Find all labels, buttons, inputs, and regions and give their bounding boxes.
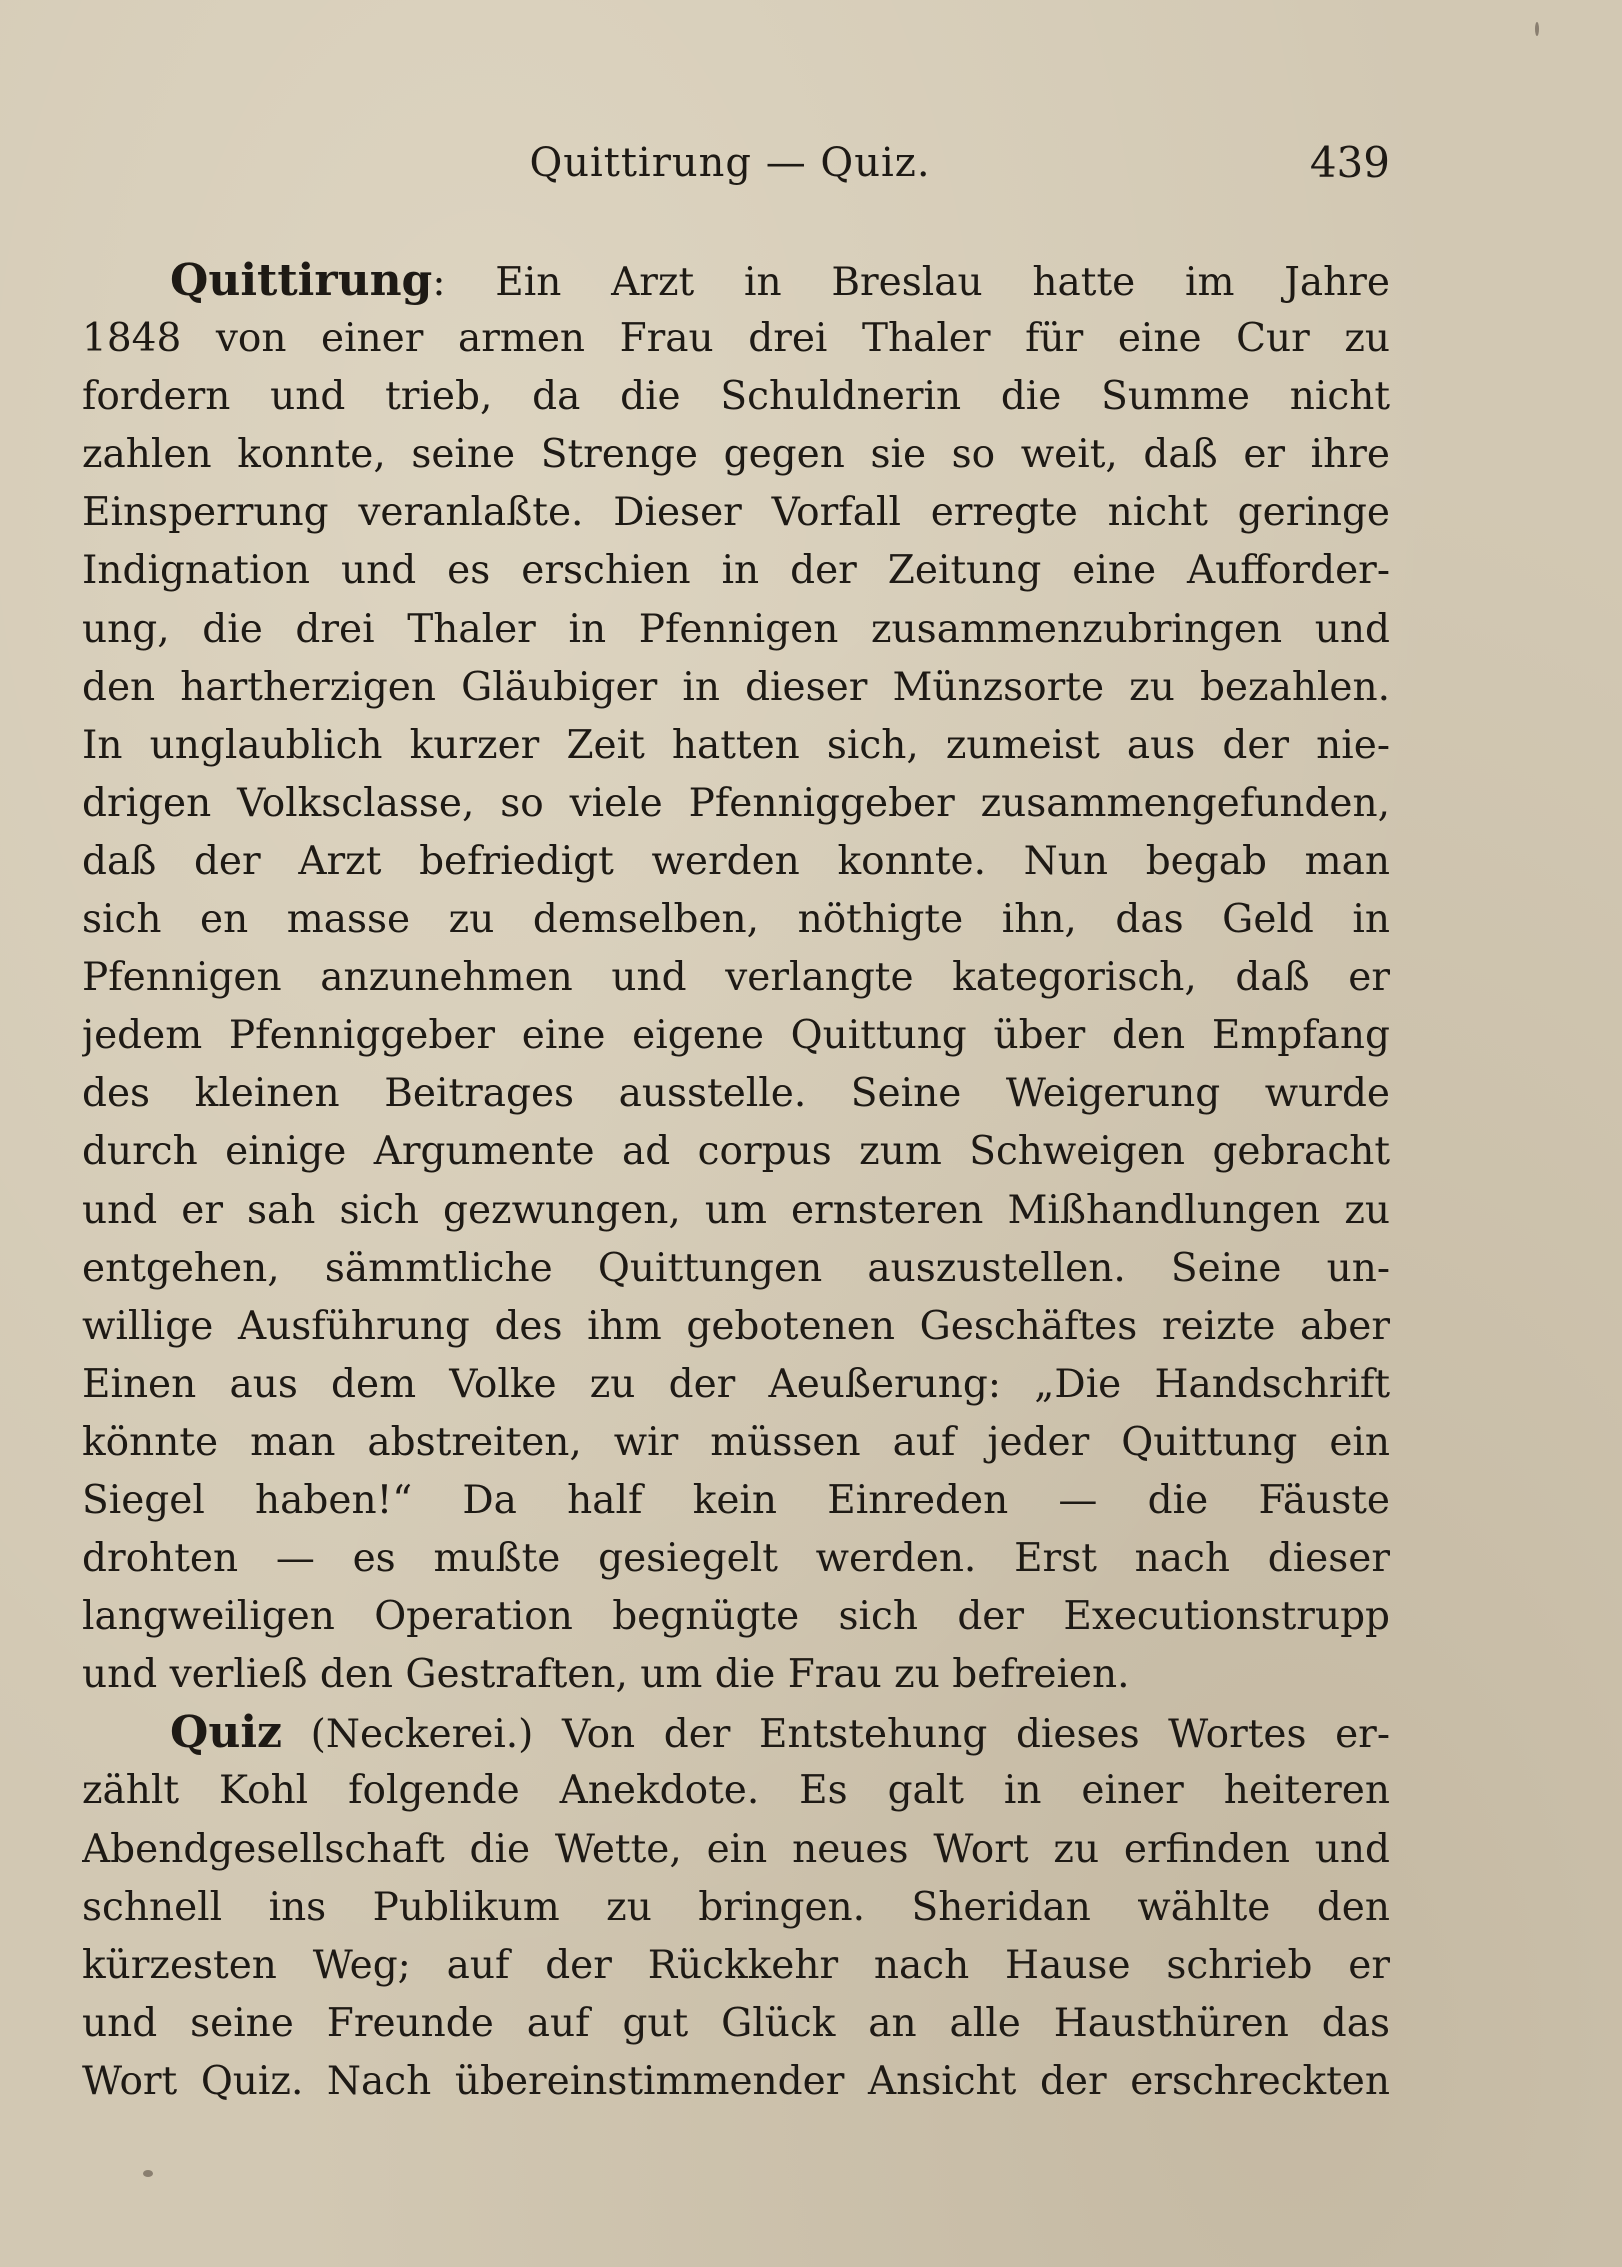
text-line: drohten — es mußte gesiegelt werden. Erst nach dieser — [82, 1536, 1390, 1582]
text-block — [82, 252, 1390, 2111]
headword: Quittirung — [170, 255, 433, 306]
text-line: fordern und trieb, da die Schuldnerin die Summe nicht — [82, 374, 1390, 420]
text-line — [82, 1704, 1390, 1762]
text-line: jedem Pfenniggeber eine eigene Quittung über den Empfang — [82, 1013, 1390, 1059]
text-line — [82, 252, 1390, 310]
text-line: entgehen, sämmtliche Quittungen auszustellen. Seine un- — [82, 1245, 1390, 1291]
text-line: des kleinen Beitrages ausstelle. Seine Weigerung wurde — [82, 1071, 1390, 1117]
text-line: Wort Quiz. Nach übereinstimmender Ansicht der erschreckten — [82, 2058, 1390, 2104]
text-line: 1848 von einer armen Frau drei Thaler für eine Cur zu — [82, 316, 1390, 362]
text-line: Abendgesellschaft die Wette, ein neues Wort zu erfinden und — [82, 1826, 1390, 1872]
text-line: Einsperrung veranlaßte. Dieser Vorfall erregte nicht geringe — [82, 490, 1390, 536]
text-line: Indignation und es erschien in der Zeitung eine Aufforder- — [82, 548, 1390, 594]
text-line: zahlen konnte, seine Strenge gegen sie so weit, daß er ihre — [82, 432, 1390, 478]
headword-punct: : — [432, 260, 446, 305]
running-header — [80, 128, 1390, 198]
text-line: kürzesten Weg; auf der Rückkehr nach Hause schrieb er — [82, 1942, 1390, 1988]
text-line: und er sah sich gezwungen, um ernsteren Mißhandlungen zu — [82, 1187, 1390, 1233]
line-text: (Neckerei.) Von der Entstehung dieses Wortes er- — [282, 1712, 1390, 1758]
text-line: ung, die drei Thaler in Pfennigen zusammenzubringen und — [82, 606, 1390, 652]
paper-speck — [143, 2170, 153, 2177]
text-line: In unglaublich kurzer Zeit hatten sich, zumeist aus der nie- — [82, 722, 1390, 768]
running-title: Quittirung — Quiz. — [529, 140, 931, 186]
text-line: durch einige Argumente ad corpus zum Schweigen gebracht — [82, 1129, 1390, 1175]
text-line: willige Ausführung des ihm gebotenen Geschäftes reizte aber — [82, 1303, 1390, 1349]
entry-quiz — [82, 1704, 1390, 2111]
text-line: Pfennigen anzunehmen und verlangte kategorisch, daß er — [82, 955, 1390, 1001]
text-line: könnte man abstreiten, wir müssen auf jeder Quittung ein — [82, 1419, 1390, 1465]
text-line: Siegel haben!“ Da half kein Einreden — die Fäuste — [82, 1477, 1390, 1523]
text-line: schnell ins Publikum zu bringen. Sheridan wählte den — [82, 1884, 1390, 1930]
paper-speck — [1535, 22, 1539, 36]
text-line: und verließ den Gestraften, um die Frau zu befreien. — [82, 1652, 1130, 1698]
line-text: Ein Arzt in Breslau hatte im Jahre — [445, 260, 1390, 305]
page-number: 439 — [1309, 138, 1390, 187]
text-line: sich en masse zu demselben, nöthigte ihn, das Geld in — [82, 897, 1390, 943]
text-line: drigen Volksclasse, so viele Pfenniggeber zusammengefunden, — [82, 780, 1390, 826]
text-line: Einen aus dem Volke zu der Aeußerung: „Die Handschrift — [82, 1361, 1390, 1407]
text-line: den hartherzigen Gläubiger in dieser Münzsorte zu bezahlen. — [82, 664, 1390, 710]
text-line: und seine Freunde auf gut Glück an alle Hausthüren das — [82, 2000, 1390, 2046]
entry-quittirung — [82, 252, 1390, 1704]
text-line: daß der Arzt befriedigt werden konnte. Nun begab man — [82, 838, 1390, 884]
text-line: zählt Kohl folgende Anekdote. Es galt in einer heiteren — [82, 1768, 1390, 1814]
text-line: langweiligen Operation begnügte sich der Executionstrupp — [82, 1594, 1390, 1640]
headword: Quiz — [170, 1707, 283, 1759]
